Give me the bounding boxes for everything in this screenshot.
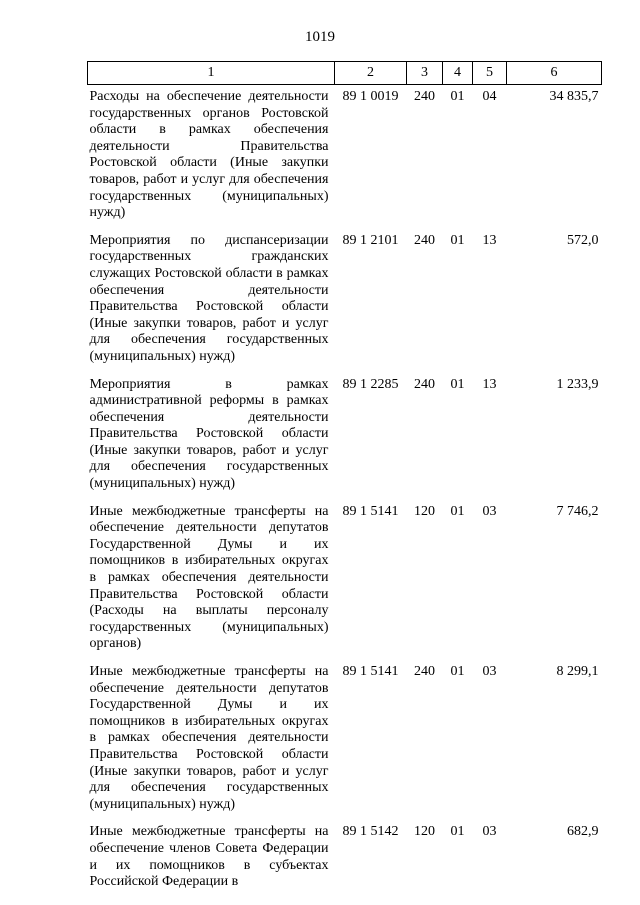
row-description: Иные межбюджетные трансферты на обеспечение членов Совета Федерации и их помощников в субъектах Российской Федерации в [89,824,329,890]
header-col-1: 1 [88,62,335,85]
row-section: 01 [450,664,465,679]
row-description: Мероприятия в рамках административной реформы в рамках обеспечения деятельности Правительства Ростовской области (Иные закупки товаров, работ и услуг для обеспечения государственных (муниципальных) нужд) [89,376,329,492]
row-description: Иные межбюджетные трансферты на обеспечение деятельности депутатов Государственной Думы и их помощников в избирательных округах в рамках обеспечения деятельности Правительства Ростовской области (Иные закупки товаров, работ и услуг для обеспечения государственных (муниципальных) нужд) [89,664,329,812]
row-code: 89 1 2101 [342,232,399,248]
row-type: 120 [414,824,435,840]
row-section: 01 [450,824,465,840]
header-col-6: 6 [507,62,602,85]
row-code: 89 1 5141 [342,664,399,679]
header-col-2: 2 [335,62,407,85]
table-row [88,377,602,504]
row-description: Расходы на обеспечение деятельности государственных органов Ростовской области в рамках обеспечения деятельности Правительства Ростовской области (Иные закупки товаров, работ и услуг для обеспечения государственных (муниципальных) нужд) [89,89,329,221]
row-type: 240 [414,664,435,679]
table-row [88,85,602,233]
row-subsection: 13 [482,376,497,392]
row-code: 89 1 2285 [342,376,399,392]
row-description: Иные межбюджетные трансферты на обеспечение деятельности депутатов Государственной Думы и их помощников в избирательных округах в рамках обеспечения деятельности Правительства Ростовской области (Расходы на выплаты персоналу государственных (муниципальных) органов) [89,503,329,652]
budget-table [87,61,602,902]
header-col-5: 5 [473,62,507,85]
row-amount: 572,0 [567,232,599,248]
row-section: 01 [450,89,465,104]
row-type: 240 [414,232,435,248]
row-description: Мероприятия по диспансеризации государственных гражданских служащих Ростовской области в рамках обеспечения деятельности Правительства Ростовской области (Иные закупки товаров, работ и услуг для обеспечения государственных (муниципальных) нужд) [89,232,329,364]
row-amount: 682,9 [567,824,599,840]
row-type: 240 [414,376,435,392]
row-section: 01 [450,232,465,248]
header-col-4: 4 [443,62,473,85]
row-subsection: 03 [482,503,497,519]
table-header-row [88,62,602,85]
header-col-3: 3 [407,62,443,85]
row-code: 89 1 0019 [342,89,399,104]
row-amount: 1 233,9 [556,376,599,392]
row-type: 240 [414,89,435,104]
row-section: 01 [450,376,465,392]
row-code: 89 1 5141 [342,503,399,519]
row-amount: 34 835,7 [549,89,599,104]
row-subsection: 04 [482,89,497,104]
row-code: 89 1 5142 [342,824,399,840]
table-row [88,664,602,824]
row-section: 01 [450,503,465,519]
table-row [88,504,602,664]
table-row [88,824,602,901]
row-type: 120 [414,503,435,519]
row-subsection: 03 [482,824,497,840]
row-amount: 8 299,1 [556,664,599,679]
page-number: 1019 [305,29,335,45]
row-subsection: 13 [482,232,497,248]
table-row [88,233,602,377]
row-subsection: 03 [482,664,497,679]
row-amount: 7 746,2 [556,503,599,519]
